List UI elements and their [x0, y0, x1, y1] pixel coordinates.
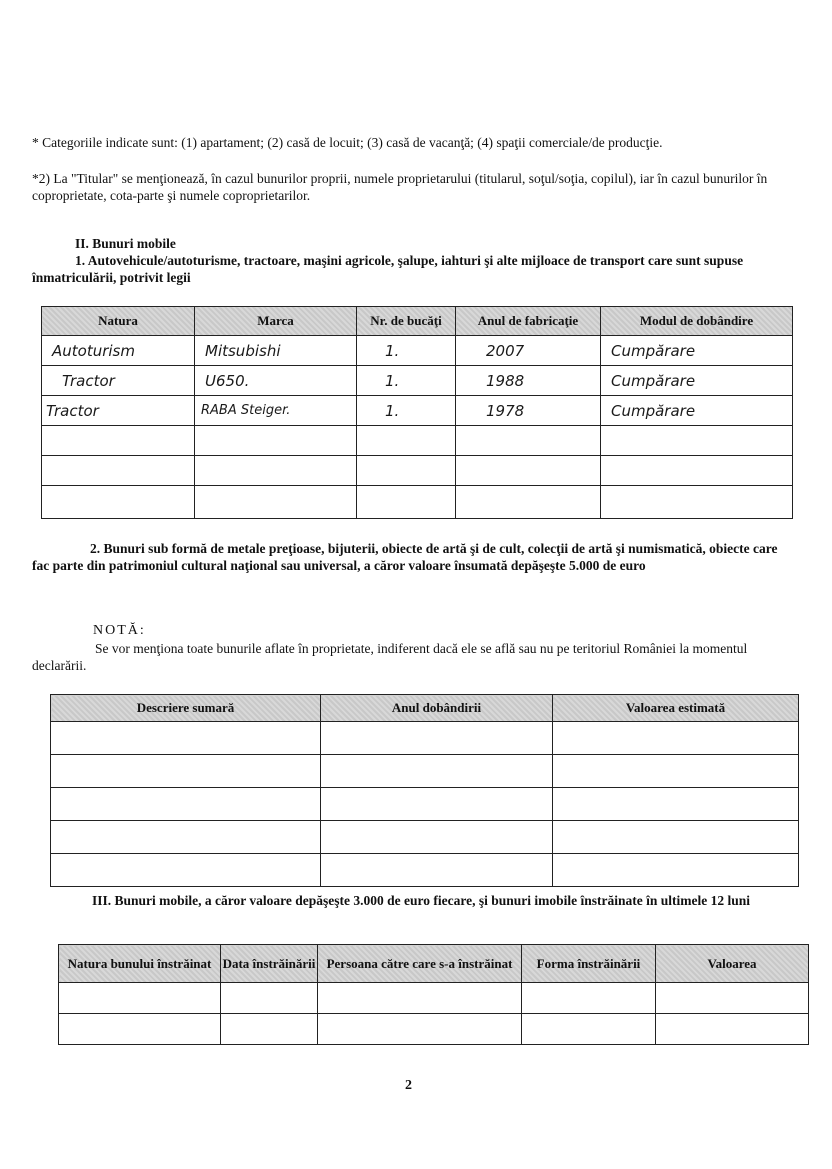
table-row: [59, 983, 809, 1014]
col-anul-fabricatie: Anul de fabricaţie: [456, 307, 601, 336]
nota-text: Se vor menţiona toate bunurile aflate în proprietate, indiferent dacă ele se află sau nu pe teritoriul României la momentul declarării.: [32, 641, 748, 673]
handwritten-cell: Autoturism: [42, 336, 195, 366]
table-row: [51, 821, 799, 854]
table-row: [51, 788, 799, 821]
handwritten-cell: 1988: [456, 366, 601, 396]
page-number: 2: [405, 1078, 412, 1093]
col-valoarea-estimata: Valoarea estimată: [553, 695, 799, 722]
note-titular: *2) La "Titular" se menţionează, în cazul bunurilor proprii, numele proprietarului (titularul, soţul/soţia, copilul), iar în cazul bunurilor în coproprietate, cota-parte şi numele coproprietarilor.: [32, 171, 768, 203]
table-row: [51, 722, 799, 755]
handwritten-cell: 1.: [357, 366, 456, 396]
valuables-table: [50, 694, 799, 887]
col-mod-dobandire: Modul de dobândire: [601, 307, 793, 336]
handwritten-cell: 1.: [357, 396, 456, 426]
handwritten-cell: RABA Steiger.: [195, 396, 357, 426]
table-row: [42, 486, 793, 519]
col-marca: Marca: [195, 307, 357, 336]
handwritten-cell: U650.: [195, 366, 357, 396]
col-valoarea: Valoarea: [656, 945, 809, 983]
table-row: [42, 366, 793, 396]
col-forma-instrainarii: Forma înstrăinării: [522, 945, 656, 983]
vehicles-table: [41, 306, 793, 519]
table-row: [42, 426, 793, 456]
handwritten-cell: Tractor: [42, 396, 195, 426]
handwritten-cell: 2007: [456, 336, 601, 366]
handwritten-cell: 1.: [357, 336, 456, 366]
col-persoana: Persoana către care s-a înstrăinat: [318, 945, 522, 983]
section-2-title: II. Bunuri mobile: [75, 236, 176, 251]
col-anul-dobandirii: Anul dobândirii: [321, 695, 553, 722]
section-3-title: III. Bunuri mobile, a căror valoare depăşeşte 3.000 de euro fiecare, şi bunuri imobile înstrăinate în ultimele 12 luni: [92, 893, 751, 908]
handwritten-cell: Mitsubishi: [195, 336, 357, 366]
handwritten-cell: Cumpărare: [601, 396, 793, 426]
col-natura-bunului: Natura bunului înstrăinat: [59, 945, 221, 983]
handwritten-cell: Cumpărare: [601, 336, 793, 366]
table-row: [51, 755, 799, 788]
alienated-goods-table: [58, 944, 809, 1045]
handwritten-cell: Cumpărare: [601, 366, 793, 396]
col-nr-bucati: Nr. de bucăţi: [357, 307, 456, 336]
handwritten-cell: Tractor: [42, 366, 195, 396]
col-data-instrainarii: Data înstrăinării: [221, 945, 318, 983]
table-row: [59, 1014, 809, 1045]
col-descriere-sumara: Descriere sumară: [51, 695, 321, 722]
table-row: [42, 456, 793, 486]
section-2-subtitle-1: 1. Autovehicule/autoturisme, tractoare, maşini agricole, şalupe, iahturi şi alte mijloace de transport care sunt supuse înmatriculării, potrivit legii: [32, 253, 744, 285]
handwritten-cell: 1978: [456, 396, 601, 426]
table-row: [51, 854, 799, 887]
nota-label: NOTĂ:: [93, 623, 146, 638]
col-natura: Natura: [42, 307, 195, 336]
table-row: [42, 396, 793, 426]
table-row: [42, 336, 793, 366]
note-categories: * Categoriile indicate sunt: (1) apartament; (2) casă de locuit; (3) casă de vacanţă; (4) spaţii comerciale/de producţie.: [32, 135, 663, 150]
section-2-subtitle-2: 2. Bunuri sub formă de metale preţioase, bijuterii, obiecte de artă şi de cult, colecţii de artă şi numismatică, obiecte care fac parte din patrimoniul cultural naţional sau universal, a căror valoare însumată depăşeşte 5.000 de euro: [32, 541, 778, 573]
